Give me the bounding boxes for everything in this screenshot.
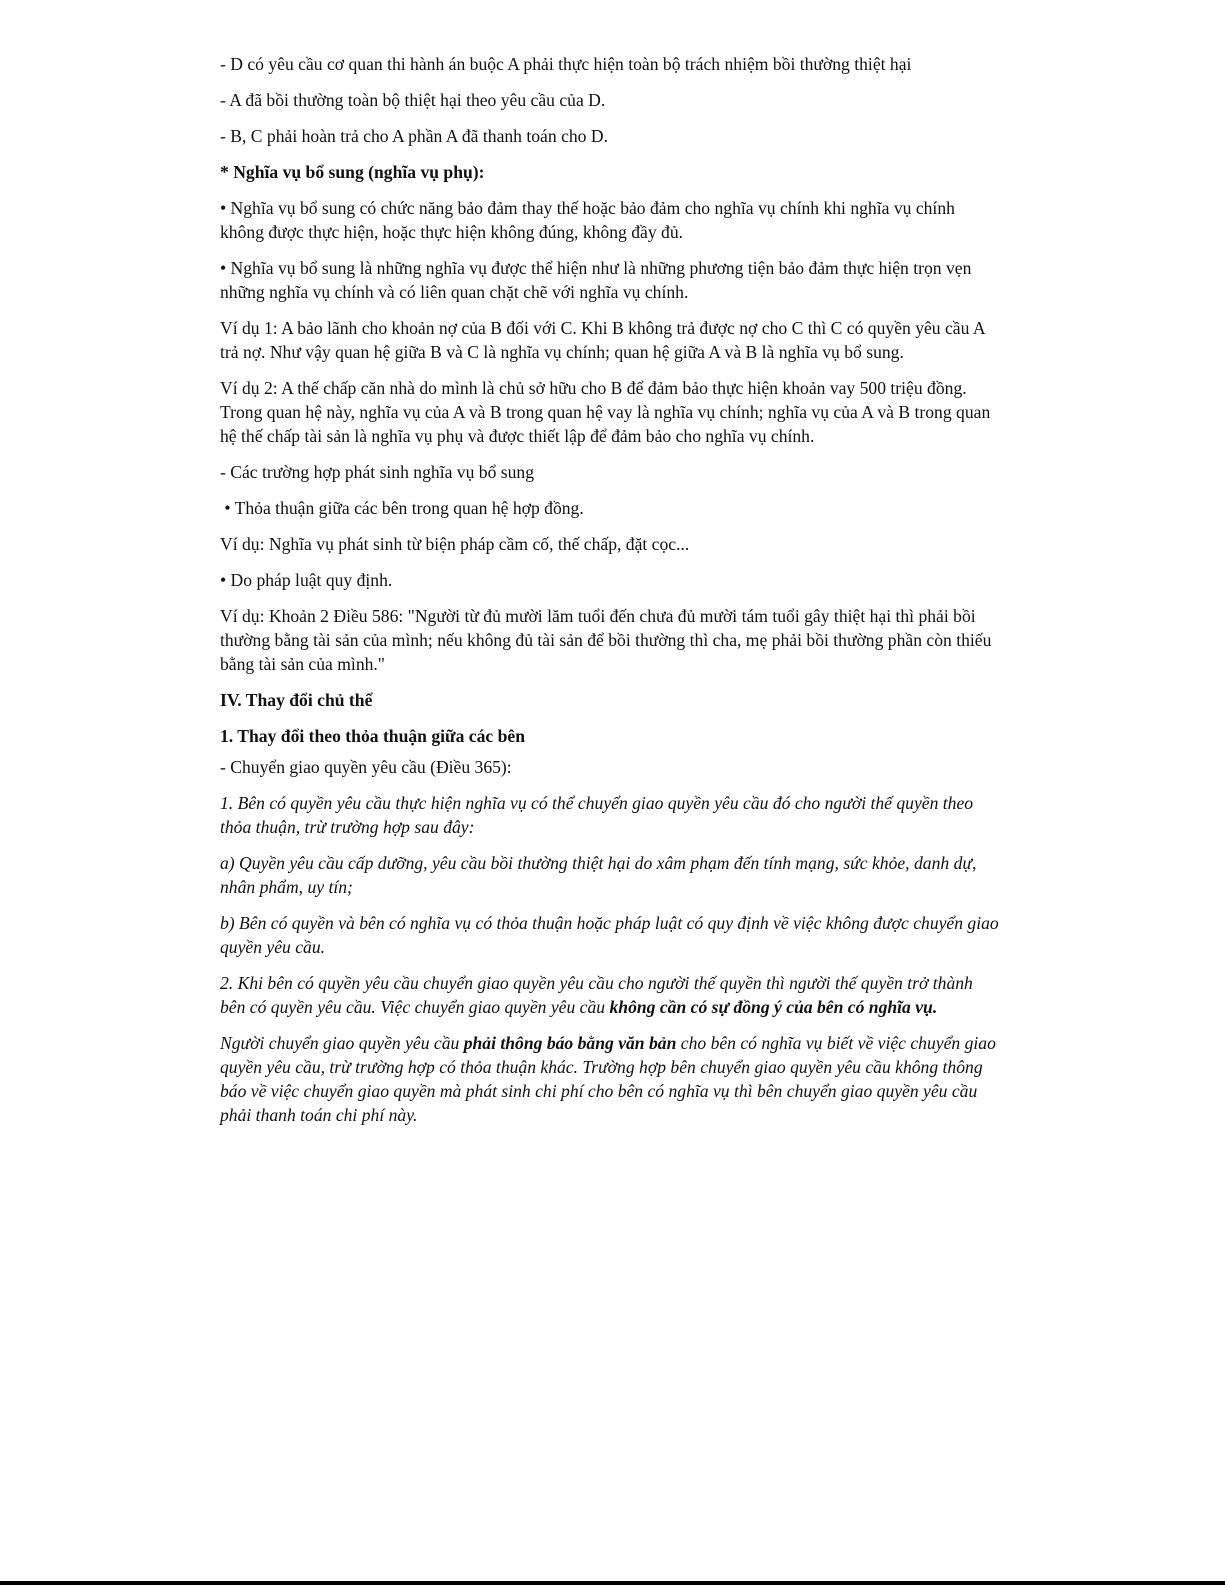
- paragraph: - Các trường hợp phát sinh nghĩa vụ bổ sung: [220, 462, 535, 482]
- heading-text: IV. Thay đổi chủ thể: [220, 690, 373, 710]
- example-paragraph: Ví dụ 1: A bảo lãnh cho khoản nợ của B đối với C. Khi B không trả được nợ cho C thì C có quyền yêu cầu A trả nợ. Như vậy quan hệ giữa B và C là nghĩa vụ chính; quan hệ giữa A và B là nghĩa vụ bổ sung.: [220, 318, 985, 362]
- heading-text: * Nghĩa vụ bổ sung (nghĩa vụ phụ):: [220, 162, 485, 182]
- bullet-paragraph: • Thỏa thuận giữa các bên trong quan hệ hợp đồng.: [220, 498, 584, 518]
- quote-paragraph: a) Quyền yêu cầu cấp dưỡng, yêu cầu bồi thường thiệt hại do xâm phạm đến tính mạng, sức khỏe, danh dự, nhân phẩm, uy tín;: [220, 853, 977, 897]
- section-heading: [220, 688, 1000, 712]
- example-paragraph: Ví dụ 2: A thế chấp căn nhà do mình là chủ sở hữu cho B để đảm bảo thực hiện khoản vay 500 triệu đồng. Trong quan hệ này, nghĩa vụ của A và B trong quan hệ vay là nghĩa vụ chính; nghĩa vụ của A và B trong quan hệ thế chấp tài sản là nghĩa vụ phụ và được thiết lập để đảm bảo cho nghĩa vụ chính.: [220, 378, 991, 446]
- quote-paragraph: [220, 1031, 1000, 1127]
- quote-paragraph: 1. Bên có quyền yêu cầu thực hiện nghĩa vụ có thể chuyển giao quyền yêu cầu đó cho người thế quyền theo thỏa thuận, trừ trường hợp sau đây:: [220, 793, 974, 837]
- quote-text: 2. Khi bên có quyền yêu cầu chuyển giao quyền yêu cầu cho người thế quyền thì người thế quyền trở thành bên có quyền yêu cầu. Việc chuyển giao quyền yêu cầu: [220, 973, 973, 1017]
- bullet-paragraph: • Nghĩa vụ bổ sung có chức năng bảo đảm thay thế hoặc bảo đảm cho nghĩa vụ chính khi nghĩa vụ chính không được thực hiện, hoặc thực hiện không đúng, không đầy đủ.: [220, 198, 955, 242]
- bullet-paragraph: • Nghĩa vụ bổ sung là những nghĩa vụ được thể hiện như là những phương tiện bảo đảm thực hiện trọn vẹn những nghĩa vụ chính và có liên quan chặt chẽ với nghĩa vụ chính.: [220, 258, 972, 302]
- heading-text: 1. Thay đổi theo thỏa thuận giữa các bên: [220, 726, 525, 746]
- quote-emphasis: không cần có sự đồng ý của bên có nghĩa vụ.: [609, 997, 938, 1017]
- bullet-paragraph: • Do pháp luật quy định.: [220, 570, 393, 590]
- example-paragraph: Ví dụ: Khoản 2 Điều 586: "Người từ đủ mười lăm tuổi đến chưa đủ mười tám tuổi gây thiệt hại thì phải bồi thường bằng tài sản của mình; nếu không đủ tài sản để bồi thường thì cha, mẹ phải bồi thường phần còn thiếu bằng tài sản của mình.": [220, 606, 992, 674]
- quote-text: cho bên có nghĩa vụ biết về việc chuyển giao quyền yêu cầu, trừ trường hợp có thỏa thuận khác. Trường hợp bên chuyển giao quyền yêu cầu không thông báo về việc chuyển giao quyền mà phát sinh chi phí cho bên có nghĩa vụ thì bên chuyển giao quyền yêu cầu phải thanh toán chi phí này.: [220, 1033, 996, 1125]
- document-page: [220, 52, 1000, 1139]
- paragraph: - A đã bồi thường toàn bộ thiệt hại theo yêu cầu của D.: [220, 90, 606, 110]
- paragraph: - Chuyển giao quyền yêu cầu (Điều 365):: [220, 757, 512, 777]
- paragraph: - D có yêu cầu cơ quan thi hành án buộc A phải thực hiện toàn bộ trách nhiệm bồi thường thiệt hại: [220, 54, 912, 74]
- quote-paragraph: b) Bên có quyền và bên có nghĩa vụ có thỏa thuận hoặc pháp luật có quy định về việc không được chuyển giao quyền yêu cầu.: [220, 913, 999, 957]
- section-heading: [220, 160, 1000, 184]
- subsection-heading: [220, 724, 1000, 748]
- quote-emphasis: phải thông báo bằng văn bản: [463, 1033, 677, 1053]
- quote-paragraph: [220, 971, 1000, 1019]
- quote-text: Người chuyển giao quyền yêu cầu: [220, 1033, 464, 1053]
- paragraph: - B, C phải hoàn trả cho A phần A đã thanh toán cho D.: [220, 126, 608, 146]
- example-paragraph: Ví dụ: Nghĩa vụ phát sinh từ biện pháp cầm cố, thế chấp, đặt cọc...: [220, 534, 690, 554]
- page-bottom-border: [0, 1581, 1225, 1585]
